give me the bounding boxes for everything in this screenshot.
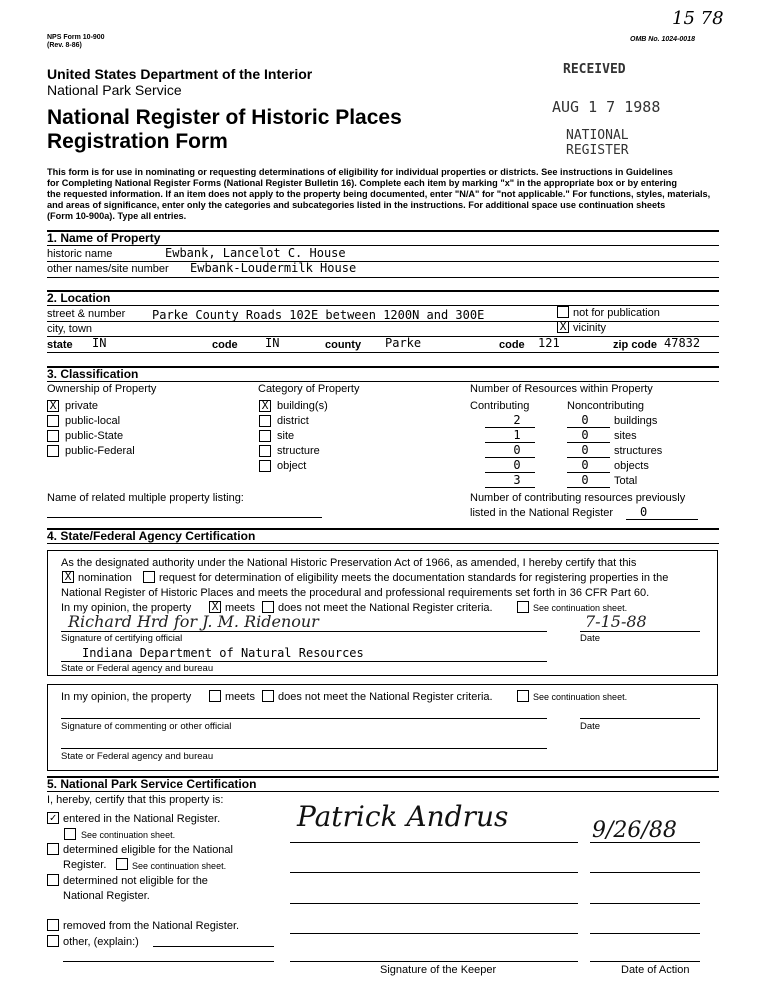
resources-heading: Number of Resources within Property xyxy=(470,383,653,395)
contributing-buildings[interactable]: 2 xyxy=(513,413,521,427)
noncontributing-buildings[interactable]: 0 xyxy=(581,413,589,427)
state-field[interactable]: IN xyxy=(92,336,107,350)
signature-label: Signature of certifying official xyxy=(61,633,183,644)
omb-number: OMB No. 1024-0018 xyxy=(630,36,695,43)
contributing-objects[interactable]: 0 xyxy=(513,458,521,472)
form-title-line2: Registration Form xyxy=(47,130,228,153)
vicinity-checkbox[interactable]: X xyxy=(557,321,569,333)
category-object-checkbox[interactable] xyxy=(259,460,271,472)
nomination-label: nomination xyxy=(78,572,132,584)
keeper-signature-label: Signature of the Keeper xyxy=(380,964,497,976)
ownership-public-state-label: public-State xyxy=(65,430,124,442)
contributing-structures[interactable]: 0 xyxy=(513,443,521,457)
meets2-checkbox[interactable] xyxy=(209,690,221,702)
noncontributing-total[interactable]: 0 xyxy=(581,473,589,487)
ownership-public-local-label: public-local xyxy=(65,415,121,427)
see-continuation-label-3: See continuation sheet. xyxy=(81,830,176,840)
resource-structures-label: structures xyxy=(614,445,663,457)
cert-line1: As the designated authority under the National Historic Preservation Act of 1966, as amended, I hereby certify that this xyxy=(61,557,637,569)
street-label: street & number xyxy=(47,308,126,320)
determined-not-eligible-label1: determined not eligible for the xyxy=(63,875,208,887)
agency-field[interactable]: Indiana Department of Natural Resources xyxy=(82,646,364,660)
corner-note: 15 78 xyxy=(672,8,724,29)
continuation-label-1: See continuation sheet. xyxy=(533,603,628,613)
removed-checkbox[interactable] xyxy=(47,919,59,931)
other-names-field[interactable]: Ewbank-Loudermilk House xyxy=(190,261,357,275)
category-site-checkbox[interactable] xyxy=(259,430,271,442)
section4-heading: 4. State/Federal Agency Certification xyxy=(47,529,256,543)
ownership-public-federal-checkbox[interactable] xyxy=(47,445,59,457)
nomination-checkbox[interactable]: X xyxy=(62,571,74,583)
stamp-national: NATIONAL xyxy=(566,128,629,143)
city-label: city, town xyxy=(47,323,93,335)
contributing-sites[interactable]: 1 xyxy=(513,428,521,442)
resource-objects-label: objects xyxy=(614,460,649,472)
noncontributing-objects[interactable]: 0 xyxy=(581,458,589,472)
request-checkbox[interactable] xyxy=(143,571,155,583)
certifying-signature: Richard Hrd for J. M. Ridenour xyxy=(68,612,319,631)
historic-name-field[interactable]: Ewbank, Lancelot C. House xyxy=(165,246,346,260)
state-label: state xyxy=(47,339,73,351)
form-revision: (Rev. 8-86) xyxy=(47,42,82,49)
ownership-heading: Ownership of Property xyxy=(47,383,157,395)
determined-eligible-checkbox[interactable] xyxy=(47,843,59,855)
determined-eligible-label2: Register. xyxy=(63,859,107,871)
determined-not-eligible-checkbox[interactable] xyxy=(47,874,59,886)
service-name: National Park Service xyxy=(47,82,182,98)
meets2-label: meets xyxy=(225,691,255,703)
contributing-label: Contributing xyxy=(470,400,530,412)
section1-heading: 1. Name of Property xyxy=(47,231,161,245)
opinion2-label: In my opinion, the property xyxy=(61,691,192,703)
stamp-received: RECEIVED xyxy=(563,62,626,77)
see-continuation-checkbox-4[interactable] xyxy=(116,858,128,870)
category-building-checkbox[interactable]: X xyxy=(259,400,271,412)
category-district-label: district xyxy=(277,415,309,427)
request-label: request for determination of eligibility meets the documentation standards for registering properties in the xyxy=(159,572,669,584)
category-structure-label: structure xyxy=(277,445,320,457)
ownership-public-federal-label: public-Federal xyxy=(65,445,135,457)
category-object-label: object xyxy=(277,460,307,472)
county-code-field[interactable]: 121 xyxy=(538,336,560,350)
resource-sites-label: sites xyxy=(614,430,637,442)
not-for-publication-label: not for publication xyxy=(573,307,660,319)
does-not-meet2-checkbox[interactable] xyxy=(262,690,274,702)
nps-intro: I, hereby, certify that this property is: xyxy=(47,794,224,806)
action-date: 9/26/88 xyxy=(592,818,677,843)
see-continuation-label-4: See continuation sheet. xyxy=(132,861,227,871)
form-title-line1: National Register of Historic Places xyxy=(47,106,402,129)
section3-heading: 3. Classification xyxy=(47,367,139,381)
vicinity-label: vicinity xyxy=(573,322,607,334)
category-heading: Category of Property xyxy=(258,383,360,395)
determined-eligible-label1: determined eligible for the National xyxy=(63,844,233,856)
category-site-label: site xyxy=(277,430,295,442)
continuation-label-2: See continuation sheet. xyxy=(533,692,628,702)
meets-label: meets xyxy=(225,602,255,614)
noncontributing-label: Noncontributing xyxy=(567,400,645,412)
county-code-label: code xyxy=(499,339,525,351)
state-code-field[interactable]: IN xyxy=(265,336,280,350)
other-explain-field[interactable] xyxy=(153,946,274,947)
previously-listed-label2: listed in the National Register xyxy=(470,507,614,519)
continuation-checkbox-2[interactable] xyxy=(517,690,529,702)
other-label: other, (explain:) xyxy=(63,936,139,948)
noncontributing-structures[interactable]: 0 xyxy=(581,443,589,457)
section2-heading: 2. Location xyxy=(47,291,111,305)
category-building-label: building(s) xyxy=(277,400,328,412)
does-not-meet2-label: does not meet the National Register criteria. xyxy=(278,691,493,703)
ownership-private-label: private xyxy=(65,400,99,412)
related-listing-label: Name of related multiple property listing: xyxy=(47,492,244,504)
zip-label: zip code xyxy=(613,339,658,351)
ownership-public-state-checkbox[interactable] xyxy=(47,430,59,442)
resource-total-label: Total xyxy=(614,475,638,487)
previously-listed-label1: Number of contributing resources previously xyxy=(470,492,686,504)
stamp-register: REGISTER xyxy=(566,143,629,158)
previously-listed-value[interactable]: 0 xyxy=(640,505,648,519)
cert-line3: National Register of Historic Places and meets the procedural and professional requirements set forth in 36 CFR Part 60. xyxy=(61,587,650,599)
zip-field[interactable]: 47832 xyxy=(664,336,701,350)
other-names-label: other names/site number xyxy=(47,263,169,275)
county-field[interactable]: Parke xyxy=(385,336,422,350)
certifying-date: 7-15-88 xyxy=(585,612,647,631)
entered-checkbox[interactable]: ✓ xyxy=(47,812,59,824)
category-district-checkbox[interactable] xyxy=(259,415,271,427)
resource-buildings-label: buildings xyxy=(614,415,658,427)
noncontributing-sites[interactable]: 0 xyxy=(581,428,589,442)
entered-label: entered in the National Register. xyxy=(63,813,221,825)
determined-not-eligible-label2: National Register. xyxy=(63,890,150,902)
opinion-label: In my opinion, the property xyxy=(61,602,192,614)
commenting-date-label: Date xyxy=(580,721,601,732)
instructions: This form is for use in nominating or requesting determinations of eligibility for individual properties or districts. See instructions in Guidelines for Completing National Register Forms (National Register Bulletin 16). Complete each item by marking "x" in the appropriate box or by entering the requested information. If an item does not apply to the property being documented, enter "N/A" for "not applicable." For functions, styles, materials, and areas of significance, enter only the categories and subcategories listed in the instructions. For additional space use continuation sheets (Form 10-900a). Type all entries. xyxy=(47,167,711,221)
historic-name-label: historic name xyxy=(47,248,113,260)
stamp-date: AUG 1 7 1988 xyxy=(552,98,661,116)
meets-checkbox[interactable]: X xyxy=(209,601,221,613)
date-of-action-label: Date of Action xyxy=(621,964,690,976)
department-name: United States Department of the Interior xyxy=(47,66,313,82)
commenting-signature-label: Signature of commenting or other official xyxy=(61,721,232,732)
does-not-meet-label: does not meet the National Register criteria. xyxy=(278,602,493,614)
commenting-agency-label: State or Federal agency and bureau xyxy=(61,751,214,762)
state-code-label: code xyxy=(212,339,238,351)
see-continuation-checkbox-3[interactable] xyxy=(64,828,76,840)
section5-heading: 5. National Park Service Certification xyxy=(47,777,257,791)
not-for-publication-checkbox[interactable] xyxy=(557,306,569,318)
removed-label: removed from the National Register. xyxy=(63,920,240,932)
category-structure-checkbox[interactable] xyxy=(259,445,271,457)
other-checkbox[interactable] xyxy=(47,935,59,947)
keeper-signature: Patrick Andrus xyxy=(297,800,509,833)
form-number: NPS Form 10-900 xyxy=(47,34,105,41)
ownership-private-checkbox[interactable]: X xyxy=(47,400,59,412)
agency-label: State or Federal agency and bureau xyxy=(61,663,214,674)
county-label: county xyxy=(325,339,362,351)
contributing-total[interactable]: 3 xyxy=(513,473,521,487)
continuation-checkbox-1[interactable] xyxy=(517,601,529,613)
ownership-public-local-checkbox[interactable] xyxy=(47,415,59,427)
date-label: Date xyxy=(580,633,601,644)
street-field[interactable]: Parke County Roads 102E between 1200N and 300E xyxy=(152,308,485,322)
related-listing-field[interactable] xyxy=(47,517,322,518)
